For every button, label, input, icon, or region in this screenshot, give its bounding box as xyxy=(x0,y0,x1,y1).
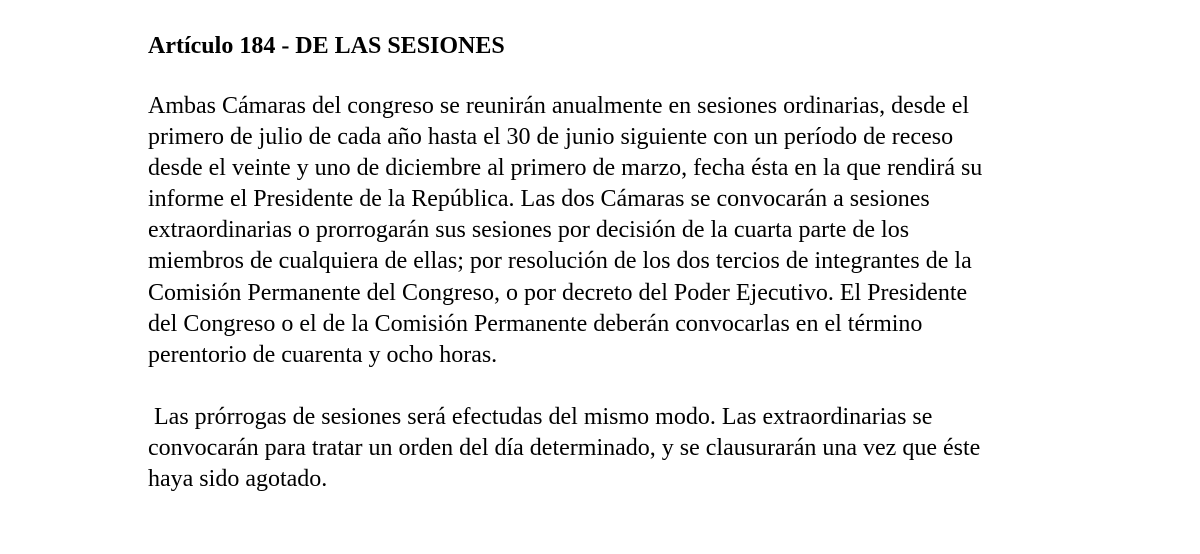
article-title: Artículo 184 - DE LAS SESIONES xyxy=(148,33,505,59)
paragraph-line: extraordinarias o prorrogarán sus sesiones por decisión de la cuarta parte de los xyxy=(148,217,910,244)
paragraph-extensions xyxy=(148,402,1148,495)
paragraph-line: informe el Presidente de la República. Las dos Cámaras se convocarán a sesiones xyxy=(148,186,930,213)
paragraph-line: Las prórrogas de sesiones será efectudas del mismo modo. Las extraordinarias se xyxy=(148,403,933,430)
paragraph-line: perentorio de cuarenta y ocho horas. xyxy=(148,341,498,368)
paragraph-line: haya sido agotado. xyxy=(148,466,328,493)
paragraph-line: Ambas Cámaras del congreso se reunirán anualmente en sesiones ordinarias, desde el xyxy=(148,93,970,119)
paragraph-line: Comisión Permanente del Congreso, o por decreto del Poder Ejecutivo. El Presidente xyxy=(148,279,968,306)
paragraph-line: del Congreso o el de la Comisión Permanente deberán convocarlas en el término xyxy=(148,310,923,337)
article-document xyxy=(148,30,1148,495)
paragraph-line: primero de julio de cada año hasta el 30 de junio siguiente con un período de receso xyxy=(148,124,954,151)
paragraph-sessions xyxy=(148,91,1148,371)
paragraph-line: miembros de cualquiera de ellas; por resolución de los dos tercios de integrantes de la xyxy=(148,248,972,275)
paragraph-spacer xyxy=(148,371,1148,402)
paragraph-line: convocarán para tratar un orden del día determinado, y se clausurarán una vez que éste xyxy=(148,434,981,461)
paragraph-line: desde el veinte y uno de diciembre al primero de marzo, fecha ésta en la que rendirá su xyxy=(148,155,983,182)
